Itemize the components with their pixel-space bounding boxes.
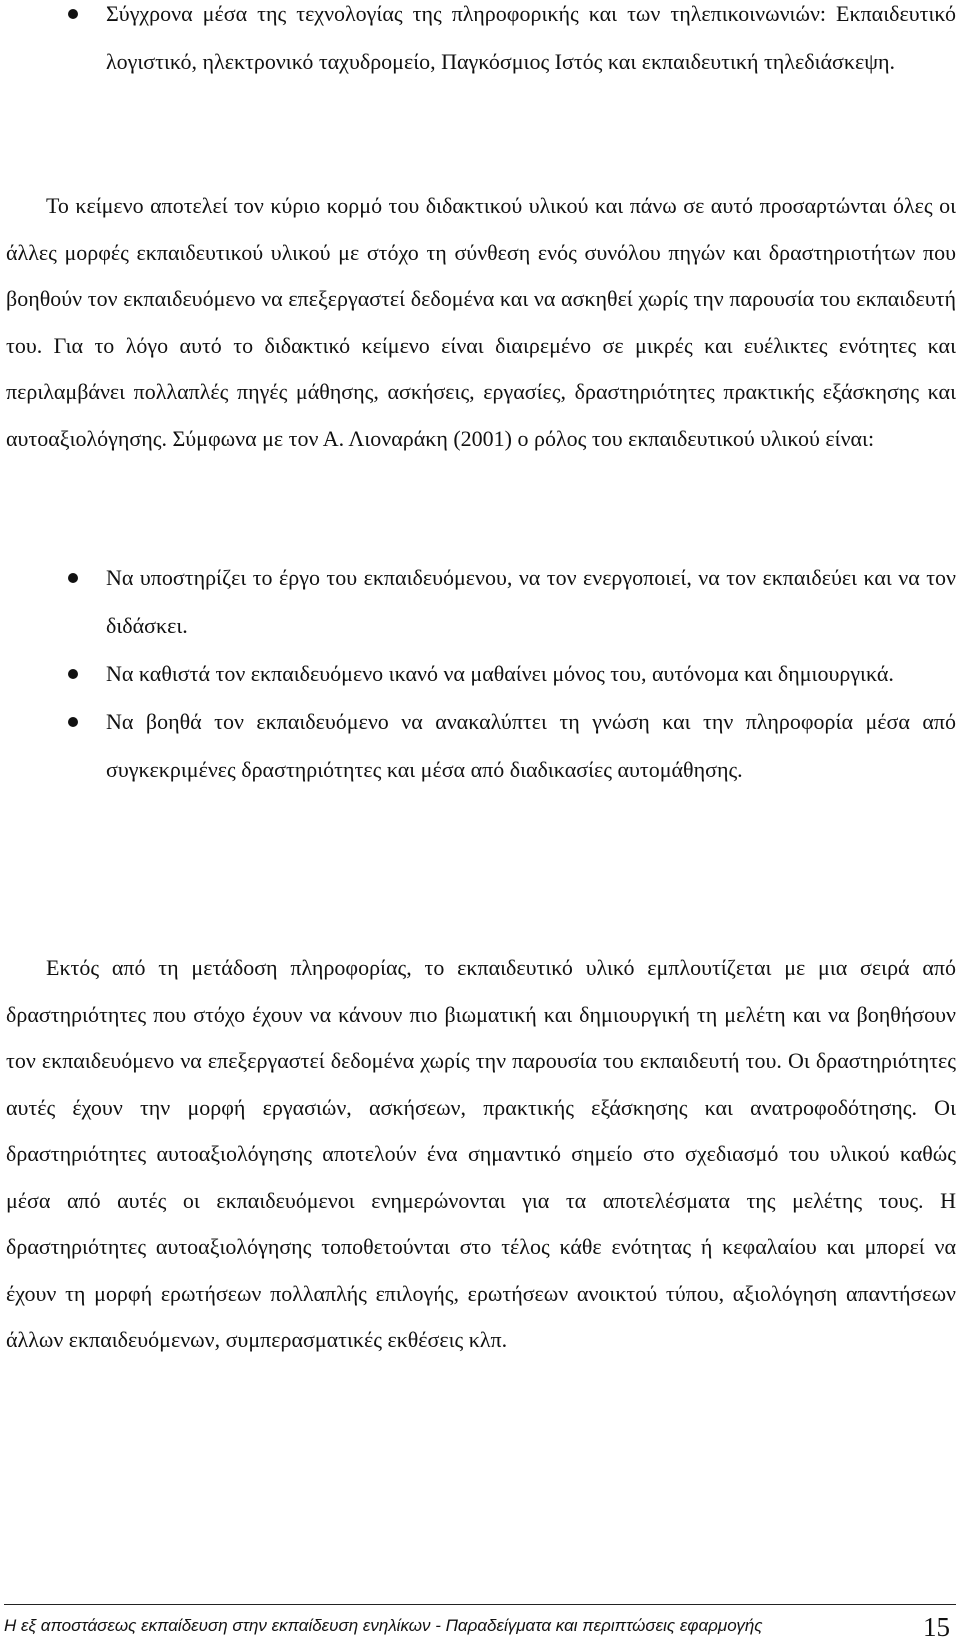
bullet-item: [6, 554, 956, 650]
bullet-icon: [68, 573, 78, 583]
bullet-text: Σύγχρονα μέσα της τεχνολογίας της πληροφορικής και των τηλεπικοινωνιών: Εκπαιδευτικό λογιστικό, ηλεκτρονικό ταχυδρομείο, Παγκόσμιος Ιστός και εκπαιδευτική τηλεδιάσκεψη.: [106, 1, 956, 74]
bullet-text: Να βοηθά τον εκπαιδευόμενο να ανακαλύπτει τη γνώση και την πληροφορία μέσα από συγκεκριμένες δραστηριότητες και μέσα από διαδικασίες αυτομάθησης.: [106, 709, 956, 782]
bullet-text: Να καθιστά τον εκπαιδευόμενο ικανό να μαθαίνει μόνος του, αυτόνομα και δημιουργικά.: [106, 661, 894, 686]
bullet-list-roles: [6, 554, 956, 794]
body-paragraph: Εκτός από τη μετάδοση πληροφορίας, το εκπαιδευτικό υλικό εμπλουτίζεται με μια σειρά από δραστηριότητες που στόχο έχουν να κάνουν πιο βιωματική και δημιουργική τη μελέτη και να βοηθήσουν τον εκπαιδευόμενο να επεξεργαστεί δεδομένα χωρίς την παρουσία του εκπαιδευτή του. Οι δραστηριότητες αυτές έχουν την μορφή εργασιών, ασκήσεων, πρακτικής εξάσκησης και ανατροφοδότησης. Οι δραστηριότητες αυτοαξιολόγησης αποτελούν ένα σημαντικό σημείο στο σχεδιασμό του υλικού καθώς μέσα από αυτές οι εκπαιδευόμενοι ενημερώνονται για τα αποτελέσματα της μελέτης τους. Η δραστηριότητες αυτοαξιολόγησης τοποθετούνται στο τέλος κάθε ενότητας ή κεφαλαίου και μπορεί να έχουν τη μορφή ερωτήσεων πολλαπλής επιλογής, ερωτήσεων ανοικτού τύπου, αξιολόγηση απαντήσεων άλλων εκπαιδευόμενων, συμπερασματικές εκθέσεις κλπ.: [6, 955, 956, 1352]
footer-divider: [4, 1604, 956, 1605]
page-number: 15: [923, 1612, 950, 1642]
bullet-item: [6, 650, 956, 698]
bullet-icon: [68, 669, 78, 679]
bullet-icon: [68, 9, 78, 19]
bullet-icon: [68, 717, 78, 727]
bullet-item: [6, 698, 956, 794]
bullet-text: Να υποστηρίζει το έργο του εκπαιδευόμενου, να τον ενεργοποιεί, να τον εκπαιδεύει και να τον διδάσκει.: [106, 565, 956, 638]
body-paragraph: Το κείμενο αποτελεί τον κύριο κορμό του διδακτικού υλικού και πάνω σε αυτό προσαρτώνται όλες οι άλλες μορφές εκπαιδευτικού υλικού με στόχο τη σύνθεση ενός συνόλου πηγών και δραστηριοτήτων που βοηθούν τον εκπαιδευόμενο να επεξεργαστεί δεδομένα και να ασκηθεί χωρίς την παρουσία του εκπαιδευτή του. Για το λόγο αυτό το διδακτικό κείμενο είναι διαιρεμένο σε μικρές και ευέλικτες ενότητες και περιλαμβάνει πολλαπλές πηγές μάθησης, ασκήσεις, εργασίες, δραστηριότητες πρακτικής εξάσκησης και αυτοαξιολόγησης. Σύμφωνα με τον Α. Λιοναράκη (2001) ο ρόλος του εκπαιδευτικού υλικού είναι:: [6, 193, 956, 451]
bullet-list-top: [6, 0, 956, 86]
bullet-item: [6, 0, 956, 86]
footer-title: Η εξ αποστάσεως εκπαίδευση στην εκπαίδευση ενηλίκων - Παραδείγματα και περιπτώσεις εφαρμογής: [4, 1616, 763, 1635]
page-footer: [0, 1600, 960, 1647]
